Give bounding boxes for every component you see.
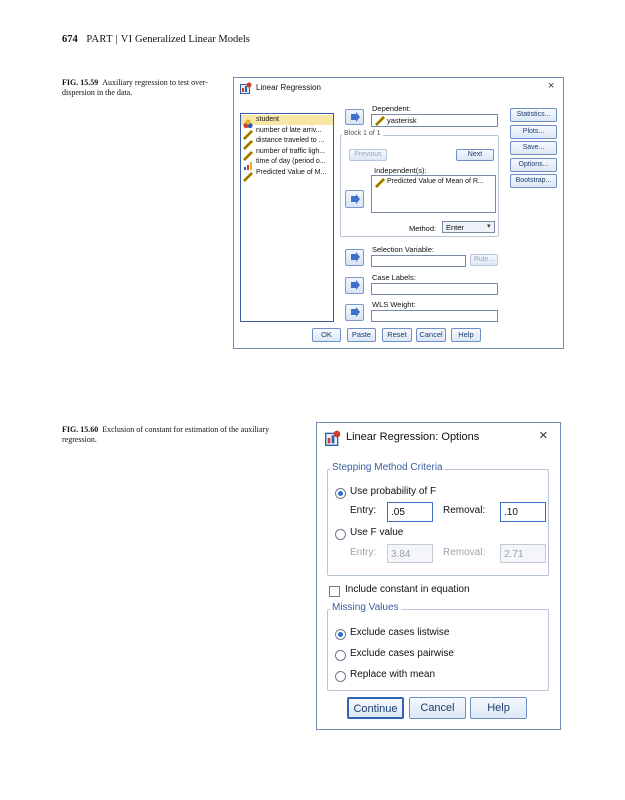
bootstrap-button[interactable]: Bootstrap...	[510, 174, 557, 188]
use-f-value-label: Use F value	[350, 527, 404, 538]
removal-value: .10	[504, 507, 518, 518]
entry-input[interactable]	[387, 502, 433, 522]
move-to-wls-button[interactable]	[345, 304, 364, 321]
figure-caption-15-60	[62, 425, 308, 445]
variable-list-item[interactable]	[243, 158, 333, 168]
move-to-dependent-button[interactable]	[345, 109, 364, 125]
removal-label: Removal:	[443, 505, 486, 516]
rule-button[interactable]: Rule...	[470, 254, 498, 266]
move-to-case-labels-button[interactable]	[345, 277, 364, 294]
spss-app-icon	[240, 82, 252, 94]
f-entry-input[interactable]	[387, 544, 433, 563]
independent-list[interactable]	[371, 175, 496, 213]
missing-values-label: Missing Values	[332, 602, 399, 613]
statistics-button[interactable]: Statistics...	[510, 108, 557, 122]
help-button[interactable]: Help	[451, 328, 481, 342]
page-header	[62, 34, 250, 45]
caption-label: FIG. 15.60	[62, 425, 99, 434]
dialog-title: Linear Regression: Options	[346, 431, 480, 443]
previous-button[interactable]: Previous	[349, 149, 387, 161]
scale-variable-icon	[243, 169, 253, 187]
help-button[interactable]: Help	[470, 697, 527, 719]
continue-button[interactable]: Continue	[347, 697, 404, 719]
independent-label: Independent(s):	[374, 166, 427, 175]
spss-app-icon	[325, 430, 341, 446]
save-button[interactable]: Save...	[510, 141, 557, 155]
variable-list[interactable]	[240, 113, 334, 322]
caption-line-2: dispersion in the data.	[62, 88, 133, 97]
variable-list-item[interactable]	[243, 127, 333, 137]
exclude-listwise-radio[interactable]	[335, 629, 346, 640]
use-probability-radio[interactable]	[335, 488, 346, 499]
caption-line-1: Auxiliary regression to test over-	[102, 78, 208, 87]
independent-value: Predicted Value of Mean of R...	[387, 178, 484, 185]
use-f-value-radio[interactable]	[335, 529, 346, 540]
method-label: Method:	[409, 224, 437, 233]
figure-caption-15-59	[62, 78, 227, 98]
caption-label: FIG. 15.59	[62, 78, 99, 87]
running-title: Generalized Linear Models	[135, 34, 250, 45]
scale-variable-icon	[375, 178, 385, 188]
linear-regression-dialog	[233, 77, 564, 349]
stepping-criteria-label: Stepping Method Criteria	[332, 462, 443, 473]
entry-label: Entry:	[350, 505, 377, 516]
case-labels-label: Case Labels:	[372, 273, 416, 282]
variable-list-item[interactable]	[243, 148, 333, 158]
f-entry-label: Entry:	[350, 547, 377, 558]
ok-button[interactable]: OK	[312, 328, 341, 342]
variable-label: student	[256, 116, 279, 123]
next-button[interactable]: Next	[456, 149, 494, 161]
include-constant-checkbox[interactable]	[329, 586, 340, 597]
wls-weight-field[interactable]	[371, 310, 498, 322]
exclude-pairwise-radio[interactable]	[335, 650, 346, 661]
variable-label: Predicted Value of M...	[256, 168, 327, 176]
use-probability-label: Use probability of F	[350, 486, 437, 497]
replace-with-mean-label: Replace with mean	[350, 669, 436, 680]
f-removal-label: Removal:	[443, 547, 486, 558]
variable-label: number of traffic ligh...	[256, 147, 326, 155]
page-number: 674	[62, 34, 78, 45]
f-removal-value: 2.71	[504, 549, 524, 560]
paste-button[interactable]: Paste	[347, 328, 376, 342]
variable-label: number of late arriv...	[256, 126, 322, 134]
dialog-title: Linear Regression	[256, 83, 321, 92]
entry-value: .05	[391, 507, 405, 518]
exclude-listwise-label: Exclude cases listwise	[350, 627, 450, 638]
dependent-label: Dependent:	[372, 104, 411, 113]
variable-list-item[interactable]	[243, 116, 333, 126]
f-removal-input[interactable]	[500, 544, 546, 563]
linear-regression-options-dialog	[316, 422, 561, 730]
variable-list-item[interactable]	[243, 137, 333, 147]
reset-button[interactable]: Reset	[382, 328, 412, 342]
caption-line-2: regression.	[62, 435, 97, 444]
replace-with-mean-radio[interactable]	[335, 671, 346, 682]
caption-line-1: Exclusion of constant for estimation of the auxiliary	[102, 425, 270, 434]
f-entry-value: 3.84	[391, 549, 411, 560]
cancel-button[interactable]: Cancel	[409, 697, 466, 719]
dependent-field[interactable]	[371, 114, 498, 127]
move-to-selection-button[interactable]	[345, 249, 364, 266]
plots-button[interactable]: Plots...	[510, 125, 557, 139]
case-labels-field[interactable]	[371, 283, 498, 295]
scale-variable-icon	[375, 116, 385, 126]
exclude-pairwise-label: Exclude cases pairwise	[350, 648, 454, 659]
wls-weight-label: WLS Weight:	[372, 300, 416, 309]
part-label: PART | VI	[86, 34, 133, 45]
removal-input[interactable]	[500, 502, 546, 522]
cancel-button[interactable]: Cancel	[416, 328, 446, 342]
selection-variable-field[interactable]	[371, 255, 466, 267]
chevron-down-icon: ▾	[487, 223, 491, 230]
block-label: Block 1 of 1	[344, 130, 381, 137]
variable-label: distance traveled to ...	[256, 137, 325, 144]
variable-label: time of day (period o...	[256, 158, 326, 165]
include-constant-label: Include constant in equation	[345, 584, 470, 595]
method-select[interactable]	[442, 221, 495, 233]
options-button[interactable]: Options...	[510, 158, 557, 172]
method-value: Enter	[446, 223, 464, 232]
variable-list-item[interactable]	[243, 169, 333, 179]
close-icon[interactable]: ×	[539, 427, 548, 444]
selection-variable-label: Selection Variable:	[372, 245, 434, 254]
dependent-value: yasterisk	[387, 116, 417, 125]
close-icon[interactable]: ×	[548, 80, 555, 92]
